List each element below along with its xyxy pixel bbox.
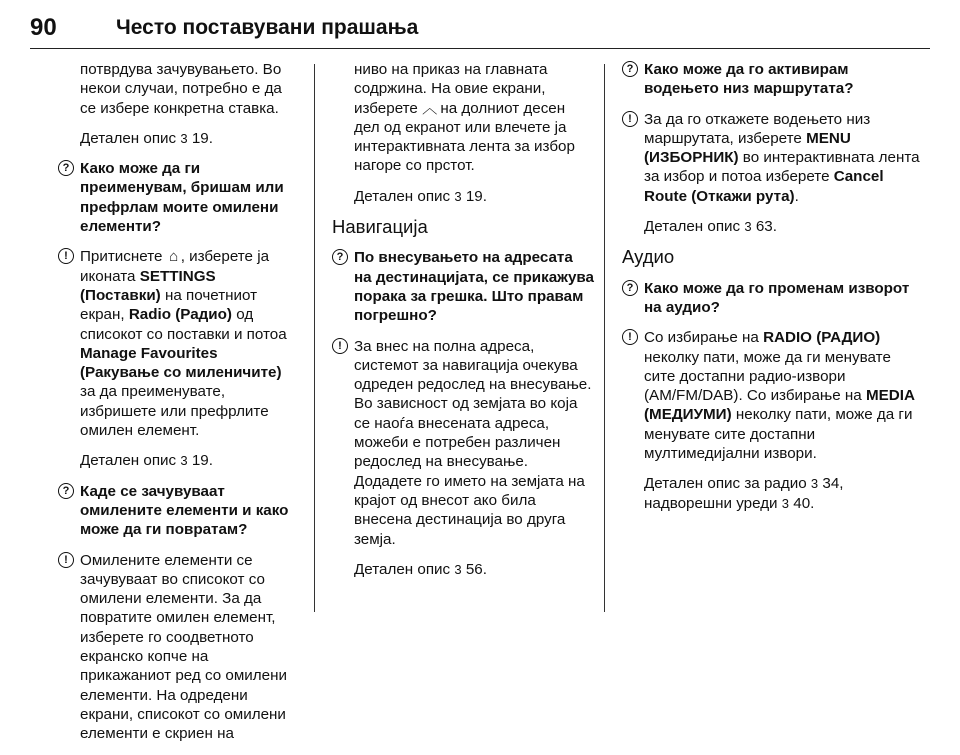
answer-icon: ! xyxy=(622,329,638,345)
question-icon: ? xyxy=(58,160,74,176)
chevron-up-icon: ︿ xyxy=(422,99,438,117)
paragraph: потврдува зачувувањето. Во некои случаи, потребно е да се избере конкретна ставка. xyxy=(80,61,282,117)
ref-arrow-icon: 3 xyxy=(744,219,752,235)
ref-arrow-icon: 3 xyxy=(454,561,462,577)
ref-arrow-icon: 3 xyxy=(180,453,188,469)
column-divider xyxy=(314,64,315,612)
question-icon: ? xyxy=(58,483,74,499)
column-1 xyxy=(58,60,294,755)
column-2 xyxy=(332,60,594,590)
reference: Детален опис за радио 3 34, надворешни уреди 3 40. xyxy=(644,475,844,512)
ref-arrow-icon: 3 xyxy=(781,495,790,511)
reference: Детален опис 3 19. xyxy=(80,452,213,470)
column-divider xyxy=(604,64,605,612)
question-icon: ? xyxy=(622,61,638,77)
answer-icon: ! xyxy=(58,552,74,568)
reference: Детален опис 3 19. xyxy=(80,129,213,147)
ref-arrow-icon: 3 xyxy=(810,476,819,492)
home-icon: ⌂ xyxy=(169,248,179,266)
question-icon: ? xyxy=(622,280,638,296)
section-heading: Аудио xyxy=(622,246,675,268)
column-3 xyxy=(622,60,922,524)
question: ? Како може да го променам изворот на аудио? xyxy=(622,279,922,318)
answer: ! Омилените елементи се зачувуваат во списокот со омилени елементи. За да повратите омилен елемент, изберете го соодветното екранско копче на прикажаниот ред со омилени елементи. На одредени екрани, списокот со омилени елементи е скриен на xyxy=(58,551,294,744)
ref-arrow-icon: 3 xyxy=(454,188,462,204)
reference: Детален опис 3 56. xyxy=(354,560,487,578)
answer: ! За да го откажете водењето низ маршрутата, изберете MENU (ИЗБОРНИК) во интерактивната лента за избор и потоа изберете Cancel Route (Откажи рута). xyxy=(622,110,922,206)
question: ? Каде се зачувуваат омилените елементи и како може да ги повратам? xyxy=(58,482,294,540)
question: ? Како може да го активирам водењето низ маршрутата? xyxy=(622,60,922,99)
answer: ! Притиснете ⌂ , изберете ја иконата SETTINGS (Поставки) на почетниот екран, Radio (Радио) од списокот со поставки и потоа Manage Favourites (Ракување со миленичите) за да преименувате, избришете или префрлите омилен елемент. xyxy=(58,247,294,440)
page-title: Често поставувани прашања xyxy=(116,16,419,39)
page-header xyxy=(30,10,930,49)
section-heading: Навигација xyxy=(332,216,428,238)
question: ? По внесувањето на адресата на дестинацијата, се прикажува порака за грешка. Што правам погрешно? xyxy=(332,248,594,325)
answer-icon: ! xyxy=(58,248,74,264)
question: ? Како може да ги преименувам, бришам или префрлам моите омилени елементи? xyxy=(58,159,294,236)
page-number: 90 xyxy=(30,14,57,41)
answer-icon: ! xyxy=(622,111,638,127)
reference: Детален опис 3 63. xyxy=(644,218,777,236)
paragraph: ниво на приказ на главната содржина. На овие екрани, изберете ︿ на долниот десен дел од екранот или влечете ја интерактивната лента за избор нагоре со прстот. xyxy=(354,61,575,175)
reference: Детален опис 3 19. xyxy=(354,187,487,205)
answer: ! Со избирање на RADIO (РАДИО) неколку пати, може да ги менувате сите достапни радио-извори (AM/FM/DAB). Со избирање на MEDIA (МЕДИУМИ) неколку пати, може да ги менувате сите достапни мултимедијални извори. xyxy=(622,328,922,463)
answer-icon: ! xyxy=(332,338,348,354)
ref-arrow-icon: 3 xyxy=(180,130,188,146)
question-icon: ? xyxy=(332,249,348,265)
answer: ! За внес на полна адреса, системот за навигација очекува одреден редослед на внесување. Во зависност од земјата во која се наоѓа внесената адреса, можеби е потребен различен редослед на внесување. Додадете го името на земјата на крајот од внесот ако била внесена дестинација во друга земја. xyxy=(332,337,594,549)
